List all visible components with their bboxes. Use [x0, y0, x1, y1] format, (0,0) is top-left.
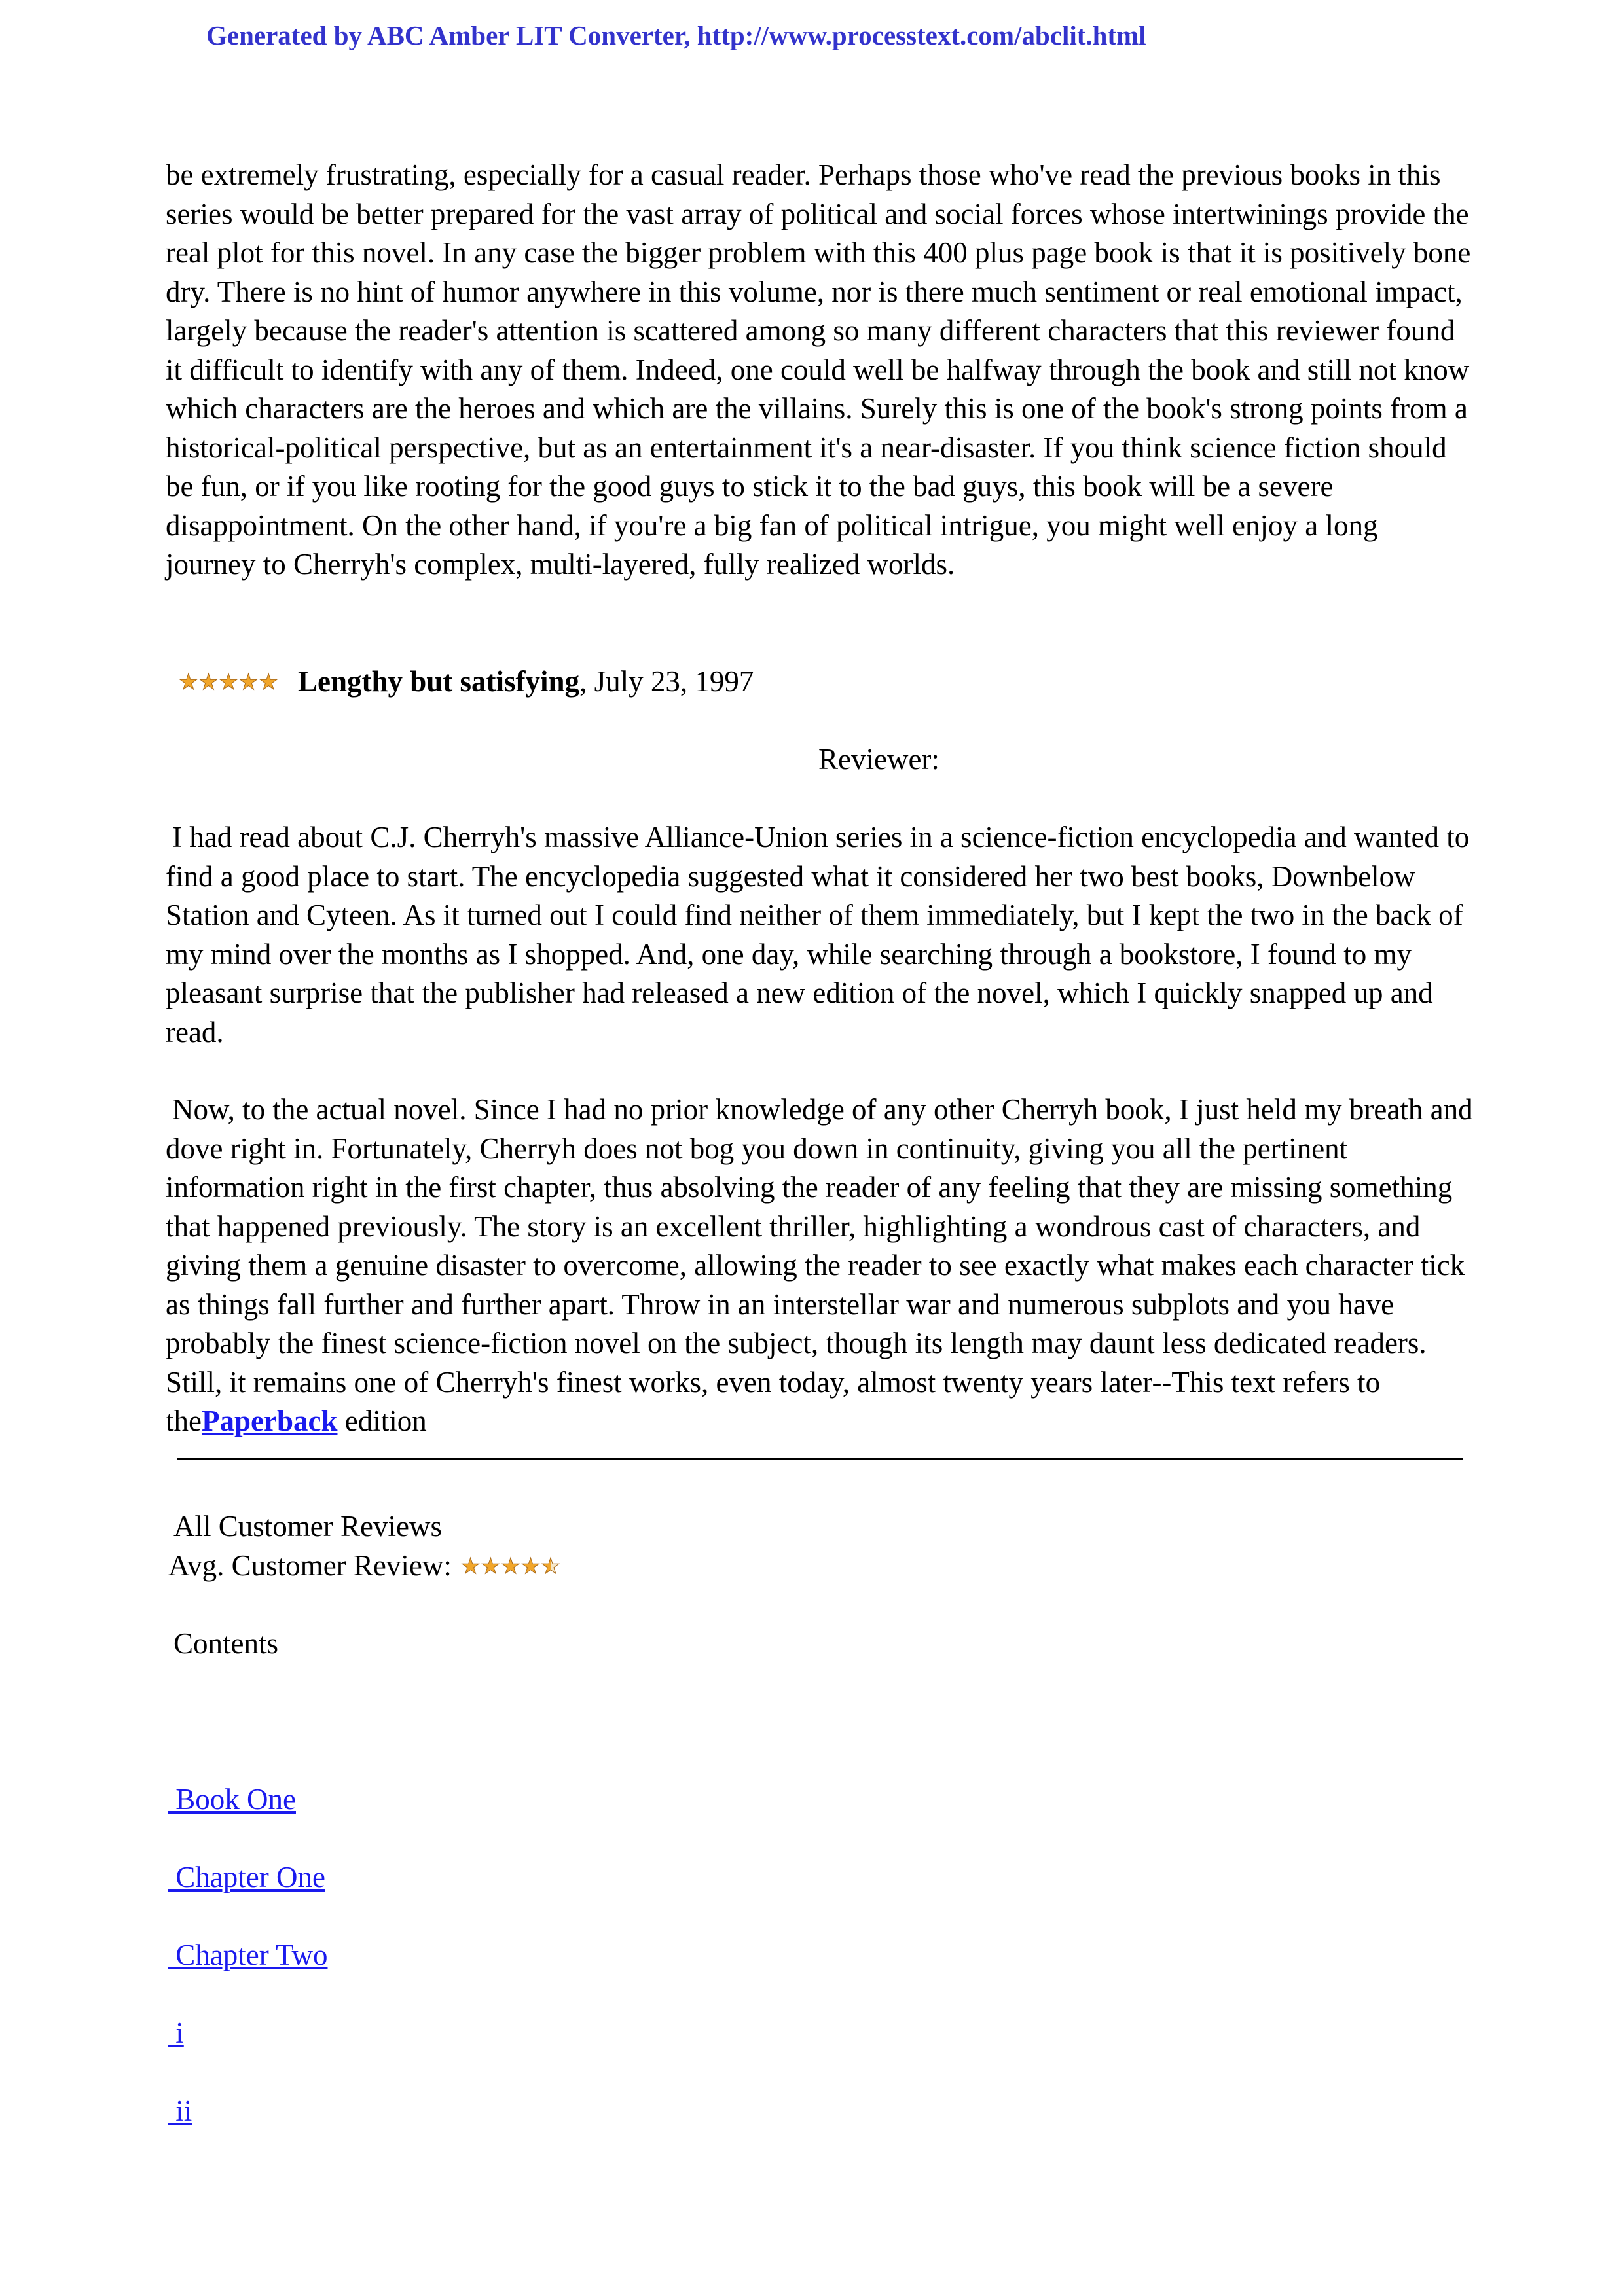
avg-rating-stars — [460, 1552, 560, 1579]
converter-header: Generated by ABC Amber LIT Converter, http://www.processtext.com/abclit.html — [206, 20, 1146, 50]
avg-review-label: Avg. Customer Review: — [168, 1549, 452, 1582]
divider-rule — [177, 1458, 1463, 1460]
star-icon: ★ — [259, 668, 278, 694]
star-icon: ★ — [179, 668, 198, 694]
toc-link-chapter-two[interactable]: Chapter Two — [168, 1939, 328, 1971]
avg-review-row — [168, 1546, 560, 1585]
toc-link-i[interactable]: i — [168, 2017, 184, 2049]
star-icon: ★ — [481, 1552, 501, 1579]
intro-paragraph: be extremely frustrating, especially for a casual reader. Perhaps those who've read the previous books in this series would be better prepared for the vast array of political and social forces whose intertwinings provide the real plot for this novel. In any case the bigger problem with this 400 plus page book is that it is positively bone dry. There is no hint of humor anywhere in this volume, nor is there much sentiment or real emotional impact, largely because the reader's attention is scattered among so many different characters that this reviewer found it difficult to identify with any of them. Indeed, one could well be halfway through the book and still not know which characters are the heroes and which are the villains. Surely this is one of the book's strong points from a historical-political perspective, but as an entertainment it's a near-disaster. If you think science fiction should be fun, or if you like rooting for the good guys to stick it to the bad guys, this book will be a severe disappointment. On the other hand, if you're a big fan of political intrigue, you might well enjoy a long journey to Cherryh's complex, multi-layered, fully realized worlds. — [166, 158, 1471, 581]
format-suffix: edition — [337, 1405, 427, 1437]
toc-link-chapter-one[interactable]: Chapter One — [168, 1861, 325, 1893]
all-reviews-label: All Customer Reviews — [173, 1510, 442, 1543]
review-paragraph-1: I had read about C.J. Cherryh's massive Alliance-Union series in a science-fiction encyclopedia and wanted to find a good place to start. The encyclopedia suggested what it considered her two best books, Downbelow Station and Cyteen. As it turned out I could find neither of them immediately, but I kept the two in the back of my mind over the months as I shopped. And, one day, while searching through a bookstore, I found to my pleasant surprise that the publisher had released a new edition of the novel, which I quickly snapped up and read. — [166, 821, 1470, 1049]
review-paragraph-2 — [166, 1090, 1475, 1441]
half-star-icon: ★ — [541, 1552, 560, 1579]
review-paragraph-2-text: Now, to the actual novel. Since I had no prior knowledge of any other Cherryh book, I just held my breath and dove right in. Fortunately, Cherryh does not bog you down in continuity, giving you all the pertinent information right in the first chapter, thus absolving the reader of any feeling that they are missing something that happened previously. The story is an excellent thriller, highlighting a wondrous cast of characters, and giving them a genuine disaster to overcome, allowing the reader to see exactly what makes each character tick as things fall further and further apart. Throw in an interstellar war and numerous subplots and you have probably the finest science-fiction novel on the subject, though its length may daunt less dedicated readers. Still, it remains one of Cherryh's finest works, even today, almost twenty years later--This text refers to the — [166, 1093, 1473, 1437]
contents-label: Contents — [173, 1627, 279, 1660]
star-icon: ★ — [520, 1552, 541, 1579]
star-icon: ★ — [460, 1552, 481, 1579]
review-heading — [179, 662, 754, 701]
star-icon: ★ — [219, 668, 238, 694]
review-rating-stars — [179, 668, 278, 694]
toc-link-book-one[interactable]: Book One — [168, 1783, 296, 1816]
review-title: Lengthy but satisfying — [297, 665, 580, 698]
star-icon: ★ — [198, 668, 219, 694]
reviewer-label: Reviewer: — [818, 743, 939, 776]
toc-link-ii[interactable]: ii — [168, 2094, 192, 2127]
star-icon: ★ — [501, 1552, 520, 1579]
star-icon: ★ — [238, 668, 259, 694]
review-date: , July 23, 1997 — [579, 665, 754, 698]
paperback-link[interactable]: Paperback — [201, 1405, 338, 1437]
